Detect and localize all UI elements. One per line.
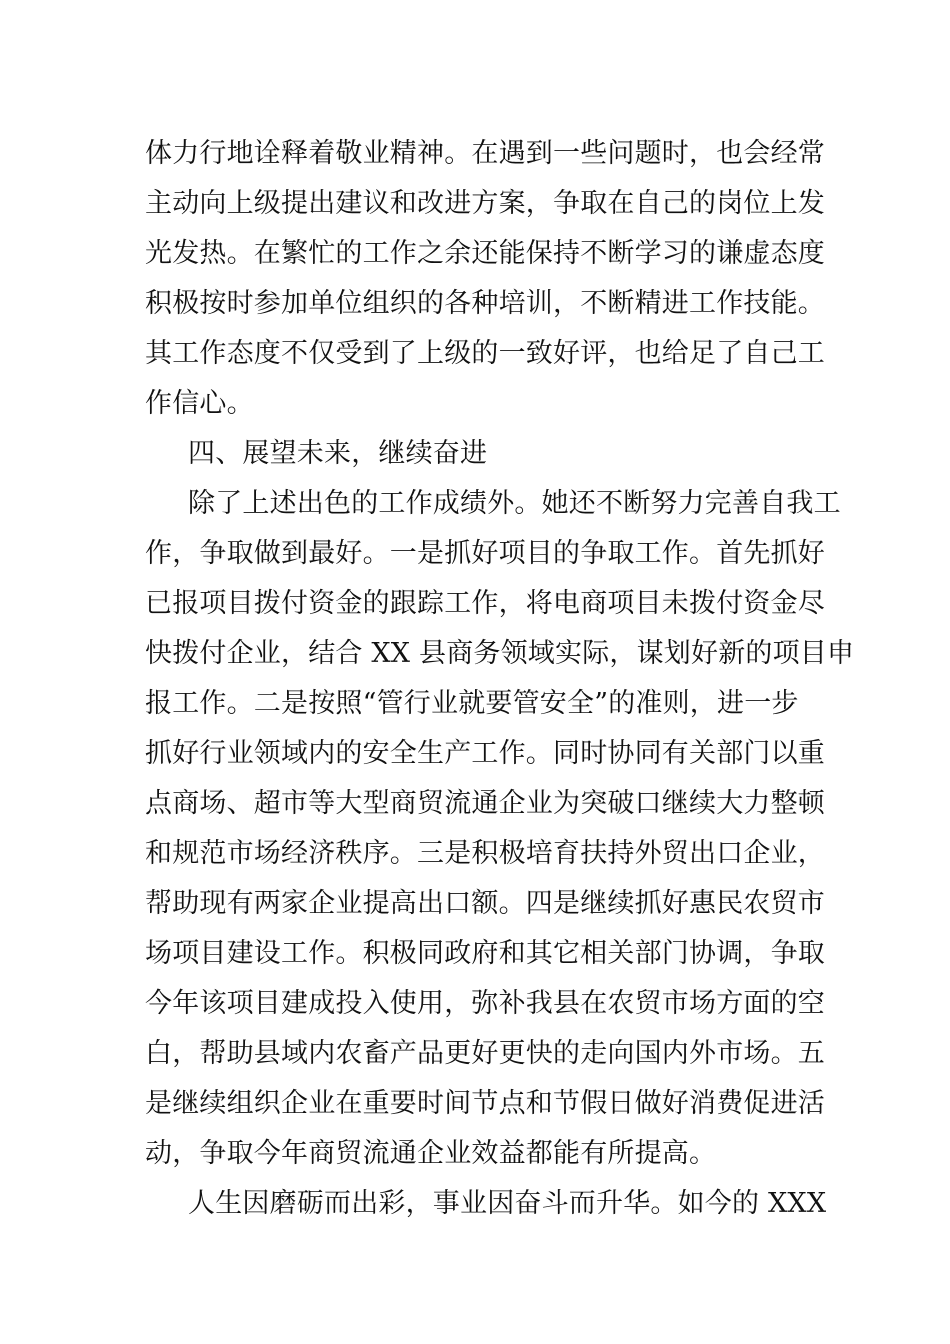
text-line-19: 白，帮助县域内农畜产品更好更快的走向国内外市场。五 bbox=[145, 1038, 825, 1069]
text-line-10: 已报项目拨付资金的跟踪工作，将电商项目未拨付资金尽 bbox=[145, 588, 825, 619]
text-line-11: 快拨付企业，结合 XX 县商务领域实际，谋划好新的项目申 bbox=[145, 638, 855, 669]
text-line-2: 主动向上级提出建议和改进方案，争取在自己的岗位上发 bbox=[145, 188, 825, 219]
text-line-12: 报工作。二是按照“管行业就要管安全”的准则，进一步 bbox=[145, 688, 799, 719]
text-line-9: 作，争取做到最好。一是抓好项目的争取工作。首先抓好 bbox=[145, 538, 825, 569]
text-line-20: 是继续组织企业在重要时间节点和节假日做好消费促进活 bbox=[145, 1088, 825, 1119]
closing-paragraph-line: 人生因磨砺而出彩，事业因奋斗而升华。如今的 XXX bbox=[188, 1188, 827, 1219]
text-line-5: 其工作态度不仅受到了上级的一致好评，也给足了自己工 bbox=[145, 338, 825, 369]
text-line-14: 点商场、超市等大型商贸流通企业为突破口继续大力整顿 bbox=[145, 788, 825, 819]
text-line-3: 光发热。在繁忙的工作之余还能保持不断学习的谦虚态度 bbox=[145, 238, 825, 269]
text-line-13: 抓好行业领域内的安全生产工作。同时协同有关部门以重 bbox=[145, 738, 825, 769]
paragraph-first-line: 除了上述出色的工作成绩外。她还不断努力完善自我工 bbox=[188, 488, 841, 519]
text-line-6: 作信心。 bbox=[145, 388, 254, 419]
text-line-16: 帮助现有两家企业提高出口额。四是继续抓好惠民农贸市 bbox=[145, 888, 825, 919]
text-line-4: 积极按时参加单位组织的各种培训，不断精进工作技能。 bbox=[145, 288, 825, 319]
text-line-21: 动，争取今年商贸流通企业效益都能有所提高。 bbox=[145, 1138, 717, 1169]
text-line-15: 和规范市场经济秩序。三是积极培育扶持外贸出口企业， bbox=[145, 838, 825, 869]
text-line-17: 场项目建设工作。积极同政府和其它相关部门协调，争取 bbox=[145, 938, 825, 969]
section-heading: 四、展望未来，继续奋进 bbox=[188, 438, 488, 469]
text-line-18: 今年该项目建成投入使用，弥补我县在农贸市场方面的空 bbox=[145, 988, 825, 1019]
text-line-1: 体力行地诠释着敬业精神。在遇到一些问题时，也会经常 bbox=[145, 138, 825, 169]
